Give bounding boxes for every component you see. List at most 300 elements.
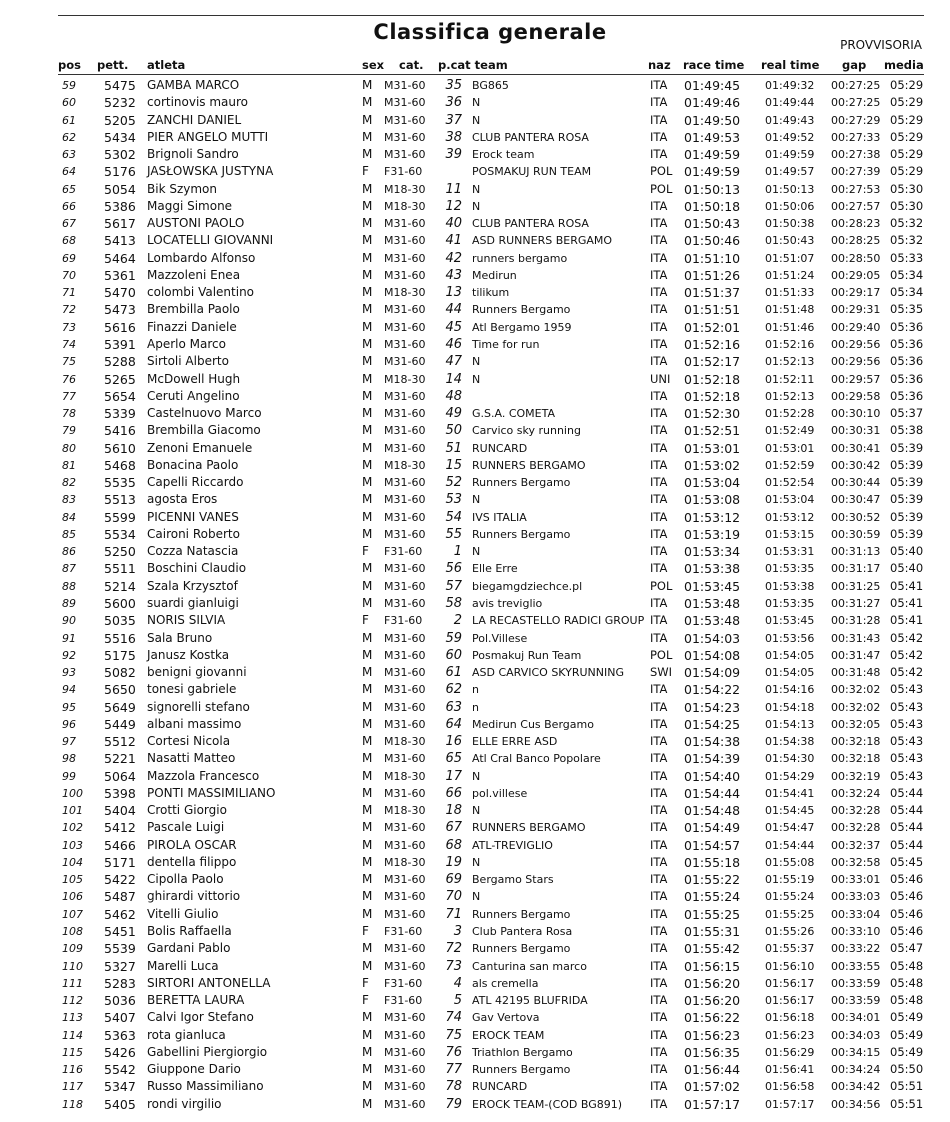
category-cell: M31-60 xyxy=(384,510,426,524)
nation-cell: ITA xyxy=(650,820,668,835)
team-cell: N xyxy=(472,890,481,904)
table-row xyxy=(0,871,950,888)
category-cell: M31-60 xyxy=(384,942,426,956)
sex-cell: M xyxy=(362,147,373,162)
pace-cell: 05:44 xyxy=(890,837,924,852)
pace-cell: 05:39 xyxy=(890,475,924,490)
category-cell: M31-60 xyxy=(384,130,426,144)
real-time-cell: 01:53:01 xyxy=(765,441,815,455)
nation-cell: SWI xyxy=(650,665,673,680)
real-time-cell: 01:52:13 xyxy=(765,389,815,403)
bib-cell: 5407 xyxy=(104,1010,136,1026)
table-row xyxy=(0,958,950,975)
category-position-cell: 68 xyxy=(445,837,462,853)
category-position-cell: 46 xyxy=(445,336,462,352)
nation-cell: ITA xyxy=(650,1044,668,1059)
bib-cell: 5412 xyxy=(104,820,136,836)
gap-cell: 00:32:58 xyxy=(831,855,881,869)
sex-cell: F xyxy=(362,993,369,1008)
real-time-cell: 01:50:38 xyxy=(765,217,815,231)
team-cell: RUNNERS BERGAMO xyxy=(472,821,586,835)
category-position-cell: 77 xyxy=(445,1062,462,1078)
table-row xyxy=(0,664,950,681)
pace-cell: 05:29 xyxy=(890,164,924,179)
sex-cell: F xyxy=(362,613,369,628)
athlete-cell: Sala Bruno xyxy=(147,630,213,645)
real-time-cell: 01:55:26 xyxy=(765,925,815,939)
athlete-cell: PIROLA OSCAR xyxy=(147,837,237,852)
category-position-cell: 61 xyxy=(445,665,462,681)
table-row xyxy=(0,923,950,940)
header-rule xyxy=(58,74,924,75)
real-time-cell: 01:53:38 xyxy=(765,579,815,593)
table-row xyxy=(0,1027,950,1044)
status-label: PROVVISORIA xyxy=(840,38,922,52)
category-position-cell: 38 xyxy=(445,129,462,145)
pos-cell: 88 xyxy=(62,579,76,593)
category-cell: M31-60 xyxy=(384,821,426,835)
sex-cell: M xyxy=(362,181,373,196)
pace-cell: 05:48 xyxy=(890,958,924,973)
category-position-cell: 50 xyxy=(445,423,462,439)
team-cell: Bergamo Stars xyxy=(472,873,554,887)
team-cell: BG865 xyxy=(472,79,509,92)
bib-cell: 5600 xyxy=(104,595,136,611)
category-position-cell: 63 xyxy=(445,699,462,715)
bib-cell: 5175 xyxy=(104,647,136,663)
sex-cell: M xyxy=(362,716,373,731)
nation-cell: ITA xyxy=(650,751,668,766)
gap-cell: 00:33:03 xyxy=(831,890,881,904)
race-time-cell: 01:53:04 xyxy=(684,475,741,491)
table-row xyxy=(0,319,950,336)
gap-cell: 00:32:02 xyxy=(831,683,881,697)
pace-cell: 05:41 xyxy=(890,578,924,593)
category-position-cell: 78 xyxy=(445,1079,462,1095)
category-position-cell: 53 xyxy=(445,492,462,508)
category-position-cell: 62 xyxy=(445,682,462,698)
column-header-naz: naz xyxy=(648,58,671,72)
team-cell: Time for run xyxy=(472,337,540,351)
gap-cell: 00:33:10 xyxy=(831,925,881,939)
nation-cell: ITA xyxy=(650,423,668,438)
gap-cell: 00:30:10 xyxy=(831,407,881,421)
gap-cell: 00:28:25 xyxy=(831,234,881,248)
pos-cell: 98 xyxy=(62,752,76,766)
pace-cell: 05:32 xyxy=(890,233,924,248)
category-position-cell: 76 xyxy=(445,1044,462,1060)
gap-cell: 00:30:41 xyxy=(831,441,881,455)
table-row xyxy=(0,284,950,301)
sex-cell: M xyxy=(362,803,373,818)
pos-cell: 97 xyxy=(62,735,76,749)
table-row xyxy=(0,198,950,215)
category-position-cell: 5 xyxy=(453,993,462,1009)
gap-cell: 00:32:18 xyxy=(831,752,881,766)
race-time-cell: 01:49:59 xyxy=(684,164,741,180)
category-cell: M31-60 xyxy=(384,907,426,921)
table-row xyxy=(0,630,950,647)
sex-cell: M xyxy=(362,492,373,507)
category-position-cell: 49 xyxy=(445,406,462,422)
team-cell: Atl Cral Banco Popolare xyxy=(472,752,601,766)
category-position-cell: 41 xyxy=(445,233,462,249)
category-cell: M18-30 xyxy=(384,372,426,386)
pos-cell: 77 xyxy=(62,389,76,403)
real-time-cell: 01:50:06 xyxy=(765,199,815,213)
gap-cell: 00:27:38 xyxy=(831,148,881,162)
gap-cell: 00:30:47 xyxy=(831,493,881,507)
race-time-cell: 01:54:44 xyxy=(684,785,741,801)
table-row xyxy=(0,440,950,457)
category-position-cell: 72 xyxy=(445,941,462,957)
team-cell: N xyxy=(472,182,481,196)
race-time-cell: 01:52:18 xyxy=(684,388,741,404)
athlete-cell: Russo Massimiliano xyxy=(147,1079,264,1094)
bib-cell: 5214 xyxy=(104,578,136,594)
category-position-cell: 45 xyxy=(445,319,462,335)
pos-cell: 75 xyxy=(62,355,76,369)
athlete-cell: Ceruti Angelino xyxy=(147,388,240,403)
team-cell: RUNCARD xyxy=(472,441,528,455)
gap-cell: 00:32:28 xyxy=(831,821,881,835)
pos-cell: 71 xyxy=(62,286,76,300)
pace-cell: 05:30 xyxy=(890,198,924,213)
race-time-cell: 01:54:23 xyxy=(684,699,741,715)
gap-cell: 00:32:24 xyxy=(831,786,881,800)
bib-cell: 5361 xyxy=(104,267,136,283)
table-row xyxy=(0,888,950,905)
sex-cell: M xyxy=(362,423,373,438)
pos-cell: 83 xyxy=(62,493,76,507)
real-time-cell: 01:51:48 xyxy=(765,303,815,317)
table-row xyxy=(0,146,950,163)
category-position-cell: 60 xyxy=(445,647,462,663)
sex-cell: M xyxy=(362,854,373,869)
team-cell: Runners Bergamo xyxy=(472,907,571,921)
race-time-cell: 01:50:13 xyxy=(684,181,741,197)
race-time-cell: 01:55:24 xyxy=(684,889,741,905)
column-header-media: media xyxy=(884,58,924,72)
category-position-cell: 17 xyxy=(445,768,462,784)
table-row xyxy=(0,681,950,698)
athlete-cell: ZANCHI DANIEL xyxy=(147,112,242,127)
pace-cell: 05:29 xyxy=(890,112,924,127)
gap-cell: 00:27:33 xyxy=(831,130,881,144)
team-cell: Gav Vertova xyxy=(472,1011,540,1025)
table-row xyxy=(0,491,950,508)
athlete-cell: Brignoli Sandro xyxy=(147,147,239,162)
category-cell: F31-60 xyxy=(384,994,423,1008)
pos-cell: 100 xyxy=(62,786,83,800)
category-cell: M31-60 xyxy=(384,1080,426,1094)
nation-cell: ITA xyxy=(650,492,668,507)
nation-cell: ITA xyxy=(650,388,668,403)
athlete-cell: PONTI MASSIMILIANO xyxy=(147,785,276,800)
table-row xyxy=(0,716,950,733)
category-position-cell: 51 xyxy=(445,440,462,456)
column-header-bib: pett. xyxy=(97,58,129,72)
race-time-cell: 01:56:20 xyxy=(684,975,741,991)
category-position-cell: 73 xyxy=(445,958,462,974)
table-row xyxy=(0,336,950,353)
table-row xyxy=(0,509,950,526)
team-cell: EROCK TEAM-(COD BG891) xyxy=(472,1097,623,1111)
real-time-cell: 01:51:46 xyxy=(765,320,815,334)
page-title: Classifica generale xyxy=(373,20,607,44)
category-position-cell: 71 xyxy=(445,906,462,922)
real-time-cell: 01:50:13 xyxy=(765,182,815,196)
real-time-cell: 01:56:18 xyxy=(765,1011,815,1025)
race-time-cell: 01:54:22 xyxy=(684,682,741,698)
bib-cell: 5610 xyxy=(104,440,136,456)
real-time-cell: 01:54:16 xyxy=(765,683,815,697)
real-time-cell: 01:52:11 xyxy=(765,372,815,386)
pace-cell: 05:43 xyxy=(890,751,924,766)
gap-cell: 00:32:19 xyxy=(831,769,881,783)
athlete-cell: albani massimo xyxy=(147,716,242,731)
gap-cell: 00:31:27 xyxy=(831,596,881,610)
bib-cell: 5535 xyxy=(104,475,136,491)
table-row xyxy=(0,1078,950,1095)
table-row xyxy=(0,785,950,802)
pace-cell: 05:45 xyxy=(890,854,924,869)
nation-cell: ITA xyxy=(650,889,668,904)
team-cell: Club Pantera Rosa xyxy=(472,925,573,939)
category-position-cell: 18 xyxy=(445,803,462,819)
race-time-cell: 01:53:45 xyxy=(684,578,741,594)
gap-cell: 00:27:25 xyxy=(831,79,881,92)
pace-cell: 05:46 xyxy=(890,924,924,939)
athlete-cell: Bonacina Paolo xyxy=(147,457,239,472)
bib-cell: 5363 xyxy=(104,1027,136,1043)
category-position-cell: 11 xyxy=(445,181,462,197)
team-cell: N xyxy=(472,113,481,127)
gap-cell: 00:27:25 xyxy=(831,96,881,110)
bib-cell: 5405 xyxy=(104,1096,136,1112)
bib-cell: 5466 xyxy=(104,837,136,853)
athlete-cell: GAMBA MARCO xyxy=(147,78,240,92)
category-position-cell: 67 xyxy=(445,820,462,836)
pos-cell: 70 xyxy=(62,268,76,282)
team-cell: G.S.A. COMETA xyxy=(472,407,555,421)
bib-cell: 5232 xyxy=(104,95,136,111)
gap-cell: 00:33:04 xyxy=(831,907,881,921)
sex-cell: M xyxy=(362,388,373,403)
pace-cell: 05:30 xyxy=(890,181,924,196)
bib-cell: 5416 xyxy=(104,423,136,439)
athlete-cell: PICENNI VANES xyxy=(147,509,239,524)
table-row xyxy=(0,560,950,577)
pace-cell: 05:42 xyxy=(890,630,924,645)
sex-cell: M xyxy=(362,941,373,956)
category-cell: M31-60 xyxy=(384,752,426,766)
sex-cell: M xyxy=(362,665,373,680)
race-time-cell: 01:49:59 xyxy=(684,147,741,163)
nation-cell: ITA xyxy=(650,250,668,265)
bib-cell: 5542 xyxy=(104,1062,136,1078)
race-time-cell: 01:54:57 xyxy=(684,837,741,853)
real-time-cell: 01:49:44 xyxy=(765,96,815,110)
athlete-cell: Maggi Simone xyxy=(147,198,233,213)
bib-cell: 5398 xyxy=(104,785,136,801)
category-position-cell: 42 xyxy=(445,250,462,266)
race-time-cell: 01:52:51 xyxy=(684,423,741,439)
category-cell: M31-60 xyxy=(384,148,426,162)
team-cell: Medirun xyxy=(472,268,517,282)
team-cell: n xyxy=(472,700,479,714)
pos-cell: 86 xyxy=(62,545,76,559)
category-position-cell: 56 xyxy=(445,561,462,577)
race-time-cell: 01:56:44 xyxy=(684,1062,741,1078)
table-row xyxy=(0,699,950,716)
real-time-cell: 01:56:58 xyxy=(765,1080,815,1094)
gap-cell: 00:29:17 xyxy=(831,286,881,300)
category-cell: M18-30 xyxy=(384,199,426,213)
category-cell: M31-60 xyxy=(384,648,426,662)
category-position-cell: 69 xyxy=(445,872,462,888)
gap-cell: 00:28:50 xyxy=(831,251,881,265)
nation-cell: ITA xyxy=(650,699,668,714)
pos-cell: 76 xyxy=(62,372,76,386)
athlete-cell: Bolis Raffaella xyxy=(147,924,232,939)
race-time-cell: 01:51:37 xyxy=(684,285,741,301)
sex-cell: M xyxy=(362,1079,373,1094)
gap-cell: 00:31:43 xyxy=(831,631,881,645)
nation-cell: POL xyxy=(650,647,673,662)
team-cell: runners bergamo xyxy=(472,251,568,265)
team-cell: Medirun Cus Bergamo xyxy=(472,717,594,731)
gap-cell: 00:29:56 xyxy=(831,337,881,351)
race-time-cell: 01:53:48 xyxy=(684,595,741,611)
race-time-cell: 01:55:42 xyxy=(684,941,741,957)
real-time-cell: 01:49:32 xyxy=(765,79,815,92)
gap-cell: 00:34:56 xyxy=(831,1097,881,1111)
athlete-cell: NORIS SILVIA xyxy=(147,613,226,628)
bib-cell: 5054 xyxy=(104,181,136,197)
bib-cell: 5434 xyxy=(104,129,136,145)
nation-cell: ITA xyxy=(650,1096,668,1111)
race-time-cell: 01:54:39 xyxy=(684,751,741,767)
pos-cell: 101 xyxy=(62,804,83,818)
race-time-cell: 01:54:38 xyxy=(684,734,741,750)
pace-cell: 05:34 xyxy=(890,267,924,282)
sex-cell: M xyxy=(362,216,373,231)
race-time-cell: 01:53:34 xyxy=(684,544,741,560)
gap-cell: 00:28:23 xyxy=(831,217,881,231)
team-cell: Canturina san marco xyxy=(472,959,587,973)
bib-cell: 5288 xyxy=(104,354,136,370)
team-cell: N xyxy=(472,855,481,869)
pace-cell: 05:43 xyxy=(890,716,924,731)
real-time-cell: 01:54:18 xyxy=(765,700,815,714)
athlete-cell: JASŁOWSKA JUSTYNA xyxy=(147,164,274,179)
team-cell: N xyxy=(472,769,481,783)
bib-cell: 5265 xyxy=(104,371,136,387)
pace-cell: 05:44 xyxy=(890,820,924,835)
real-time-cell: 01:53:15 xyxy=(765,527,815,541)
table-row xyxy=(0,612,950,629)
sex-cell: M xyxy=(362,1062,373,1077)
table-row xyxy=(0,267,950,284)
bib-cell: 5487 xyxy=(104,889,136,905)
bib-cell: 5473 xyxy=(104,302,136,318)
pos-cell: 90 xyxy=(62,614,76,628)
pace-cell: 05:43 xyxy=(890,699,924,714)
team-cell: Runners Bergamo xyxy=(472,476,571,490)
table-row xyxy=(0,163,950,180)
real-time-cell: 01:52:28 xyxy=(765,407,815,421)
real-time-cell: 01:55:08 xyxy=(765,855,815,869)
sex-cell: M xyxy=(362,509,373,524)
athlete-cell: Calvi Igor Stefano xyxy=(147,1010,254,1025)
bib-cell: 5404 xyxy=(104,803,136,819)
category-cell: M18-30 xyxy=(384,458,426,472)
pace-cell: 05:51 xyxy=(890,1096,924,1111)
athlete-cell: dentella filippo xyxy=(147,854,237,869)
pos-cell: 105 xyxy=(62,873,83,887)
pace-cell: 05:46 xyxy=(890,872,924,887)
table-row xyxy=(0,353,950,370)
category-cell: M31-60 xyxy=(384,683,426,697)
table-row xyxy=(0,750,950,767)
athlete-cell: Bik Szymon xyxy=(147,181,217,196)
athlete-cell: PIER ANGELO MUTTI xyxy=(147,129,269,144)
real-time-cell: 01:56:23 xyxy=(765,1028,815,1042)
pos-cell: 61 xyxy=(62,113,76,127)
real-time-cell: 01:53:35 xyxy=(765,562,815,576)
team-cell: ASD CARVICO SKYRUNNING xyxy=(472,666,624,680)
race-time-cell: 01:56:22 xyxy=(684,1010,741,1026)
category-cell: M31-60 xyxy=(384,251,426,265)
nation-cell: ITA xyxy=(650,95,668,110)
nation-cell: ITA xyxy=(650,440,668,455)
pace-cell: 05:46 xyxy=(890,889,924,904)
nation-cell: ITA xyxy=(650,716,668,731)
sex-cell: M xyxy=(362,354,373,369)
real-time-cell: 01:53:35 xyxy=(765,596,815,610)
real-time-cell: 01:53:12 xyxy=(765,510,815,524)
team-cell: CLUB PANTERA ROSA xyxy=(472,217,589,231)
gap-cell: 00:29:57 xyxy=(831,372,881,386)
column-header-pos: pos xyxy=(58,58,81,72)
athlete-cell: Mazzoleni Enea xyxy=(147,267,241,282)
athlete-cell: Castelnuovo Marco xyxy=(147,406,262,421)
category-position-cell: 54 xyxy=(445,509,462,525)
sex-cell: M xyxy=(362,406,373,421)
athlete-cell: Zenoni Emanuele xyxy=(147,440,253,455)
athlete-cell: Janusz Kostka xyxy=(147,647,230,662)
category-position-cell: 47 xyxy=(445,354,462,370)
category-position-cell: 3 xyxy=(453,924,462,940)
nation-cell: ITA xyxy=(650,457,668,472)
pace-cell: 05:41 xyxy=(890,595,924,610)
race-time-cell: 01:50:18 xyxy=(684,198,741,214)
real-time-cell: 01:53:04 xyxy=(765,493,815,507)
category-position-cell: 79 xyxy=(445,1096,462,1112)
gap-cell: 00:27:29 xyxy=(831,113,881,127)
athlete-cell: Gabellini Piergiorgio xyxy=(147,1044,268,1059)
table-row xyxy=(0,301,950,318)
nation-cell: ITA xyxy=(650,993,668,1008)
gap-cell: 00:30:52 xyxy=(831,510,881,524)
team-cell: Elle Erre xyxy=(472,562,518,576)
pace-cell: 05:36 xyxy=(890,354,924,369)
category-position-cell: 66 xyxy=(445,785,462,801)
category-position-cell: 37 xyxy=(445,112,462,128)
category-cell: F31-60 xyxy=(384,545,423,559)
pace-cell: 05:50 xyxy=(890,1062,924,1077)
